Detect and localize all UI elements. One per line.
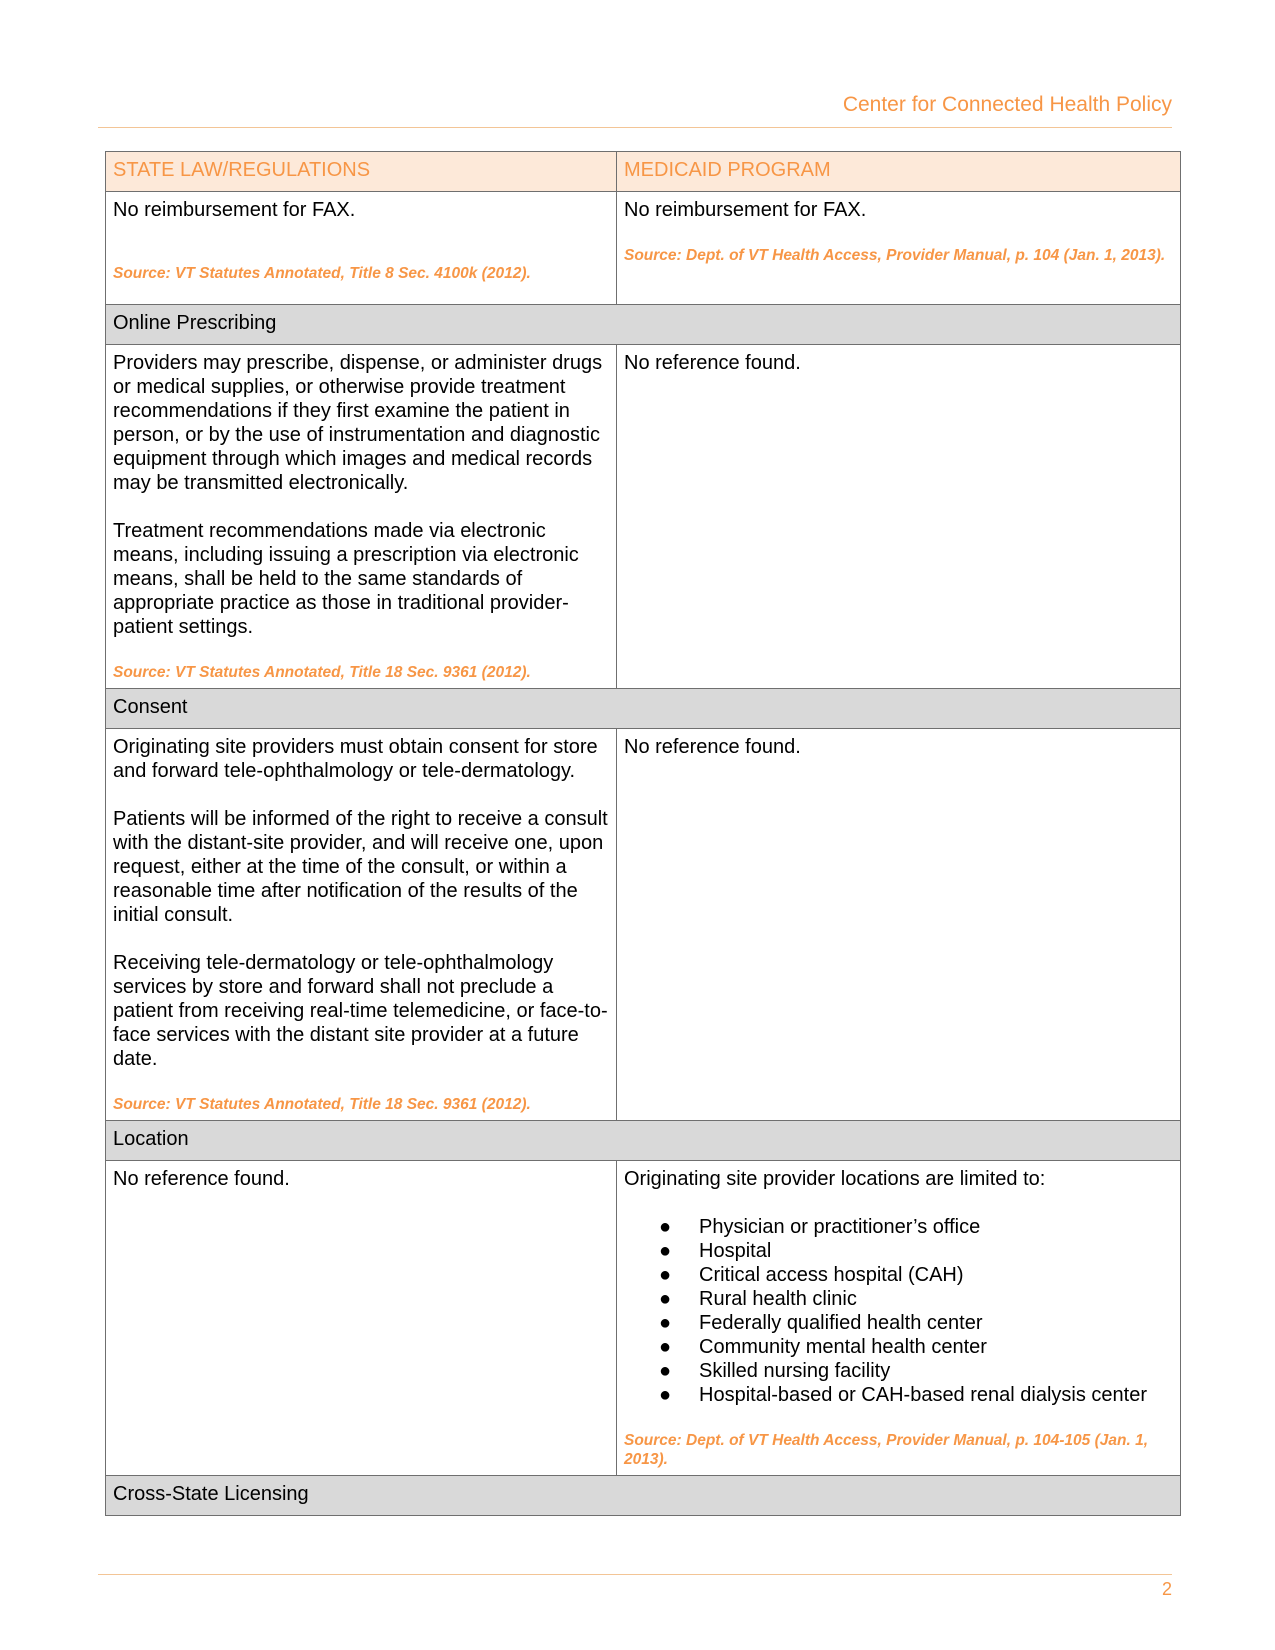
section-row — [106, 1476, 1181, 1516]
list-item — [659, 1215, 1172, 1239]
page-number: 2 — [1161, 1579, 1172, 1599]
list-item-text: Rural health clinic — [699, 1288, 857, 1310]
fax-state-source: Source: VT Statutes Annotated, Title 8 Sec. 4100k (2012). — [113, 265, 531, 282]
header-rule — [98, 127, 1172, 128]
online-prescribing-state-p1: Providers may prescribe, dispense, or administer drugs or medical supplies, or otherwise provide treatment recommendations if they first examine the patient in person, or by the use of instrumentation and diagnostic equipment through which images and medical records may be transmitted electronically. — [113, 352, 603, 494]
online-prescribing-state-cell — [106, 345, 617, 689]
fax-medicaid-text: No reimbursement for FAX. — [624, 199, 867, 221]
list-item — [659, 1359, 1172, 1383]
list-item-text: Hospital — [699, 1240, 772, 1262]
list-item-text: Community mental health center — [699, 1336, 987, 1358]
list-item-text: Critical access hospital (CAH) — [699, 1264, 964, 1286]
list-item-text: Skilled nursing facility — [699, 1360, 891, 1382]
section-row — [106, 1121, 1181, 1161]
location-list — [624, 1215, 1172, 1407]
location-state-cell — [106, 1161, 617, 1476]
bullet-icon: ● — [659, 1384, 672, 1406]
list-item — [659, 1311, 1172, 1335]
org-header: Center for Connected Health Policy — [842, 93, 1172, 116]
location-medicaid-intro: Originating site provider locations are limited to: — [624, 1168, 1046, 1190]
list-item — [659, 1335, 1172, 1359]
online-prescribing-state-source: Source: VT Statutes Annotated, Title 18 Sec. 9361 (2012). — [113, 664, 531, 681]
fax-state-cell — [106, 192, 617, 305]
consent-state-p3: Receiving tele-dermatology or tele-ophthalmology services by store and forward shall not preclude a patient from receiving real-time telemedicine, or face-to-face services with the distant site provider at a future date. — [113, 952, 608, 1070]
consent-medicaid-cell — [617, 729, 1181, 1121]
list-item — [659, 1263, 1172, 1287]
fax-medicaid-source: Source: Dept. of VT Health Access, Provider Manual, p. 104 (Jan. 1, 2013). — [624, 247, 1166, 264]
bullet-icon: ● — [659, 1336, 672, 1358]
bullet-icon: ● — [659, 1240, 672, 1262]
bullet-icon: ● — [659, 1264, 672, 1286]
policy-table — [105, 151, 1181, 1516]
section-location: Location — [106, 1121, 1181, 1161]
list-item — [659, 1383, 1172, 1407]
online-prescribing-medicaid-text: No reference found. — [624, 352, 801, 374]
list-item-text: Hospital-based or CAH-based renal dialysis center — [699, 1384, 1147, 1406]
section-cross-state-licensing: Cross-State Licensing — [106, 1476, 1181, 1516]
section-row — [106, 305, 1181, 345]
list-item-text: Federally qualified health center — [699, 1312, 983, 1334]
table-row — [106, 192, 1181, 305]
column-header-state: STATE LAW/REGULATIONS — [106, 152, 617, 192]
consent-state-cell — [106, 729, 617, 1121]
list-item-text: Physician or practitioner’s office — [699, 1216, 981, 1238]
consent-state-p1: Originating site providers must obtain consent for store and forward tele-ophthalmology or tele-dermatology. — [113, 736, 598, 782]
location-medicaid-cell — [617, 1161, 1181, 1476]
section-consent: Consent — [106, 689, 1181, 729]
fax-state-text: No reimbursement for FAX. — [113, 199, 356, 221]
location-state-text: No reference found. — [113, 1168, 290, 1190]
bullet-icon: ● — [659, 1312, 672, 1334]
consent-state-p2: Patients will be informed of the right to receive a consult with the distant-site provider, and will receive one, upon request, either at the time of the consult, or within a reasonable time after notification of the results of the initial consult. — [113, 808, 608, 926]
consent-state-source: Source: VT Statutes Annotated, Title 18 Sec. 9361 (2012). — [113, 1096, 531, 1113]
consent-medicaid-text: No reference found. — [624, 736, 801, 758]
list-item — [659, 1287, 1172, 1311]
table-row — [106, 1161, 1181, 1476]
column-header-medicaid: MEDICAID PROGRAM — [617, 152, 1181, 192]
section-row — [106, 689, 1181, 729]
section-online-prescribing: Online Prescribing — [106, 305, 1181, 345]
fax-medicaid-cell — [617, 192, 1181, 305]
location-medicaid-source: Source: Dept. of VT Health Access, Provider Manual, p. 104-105 (Jan. 1, 2013). — [624, 1432, 1149, 1468]
bullet-icon: ● — [659, 1360, 672, 1382]
online-prescribing-medicaid-cell — [617, 345, 1181, 689]
list-item — [659, 1239, 1172, 1263]
column-header-row — [106, 152, 1181, 192]
table-row — [106, 729, 1181, 1121]
table-row — [106, 345, 1181, 689]
footer-rule — [98, 1574, 1172, 1575]
bullet-icon: ● — [659, 1216, 672, 1238]
bullet-icon: ● — [659, 1288, 672, 1310]
online-prescribing-state-p2: Treatment recommendations made via electronic means, including issuing a prescription via electronic means, shall be held to the same standards of appropriate practice as those in traditional provider-patient settings. — [113, 520, 579, 638]
